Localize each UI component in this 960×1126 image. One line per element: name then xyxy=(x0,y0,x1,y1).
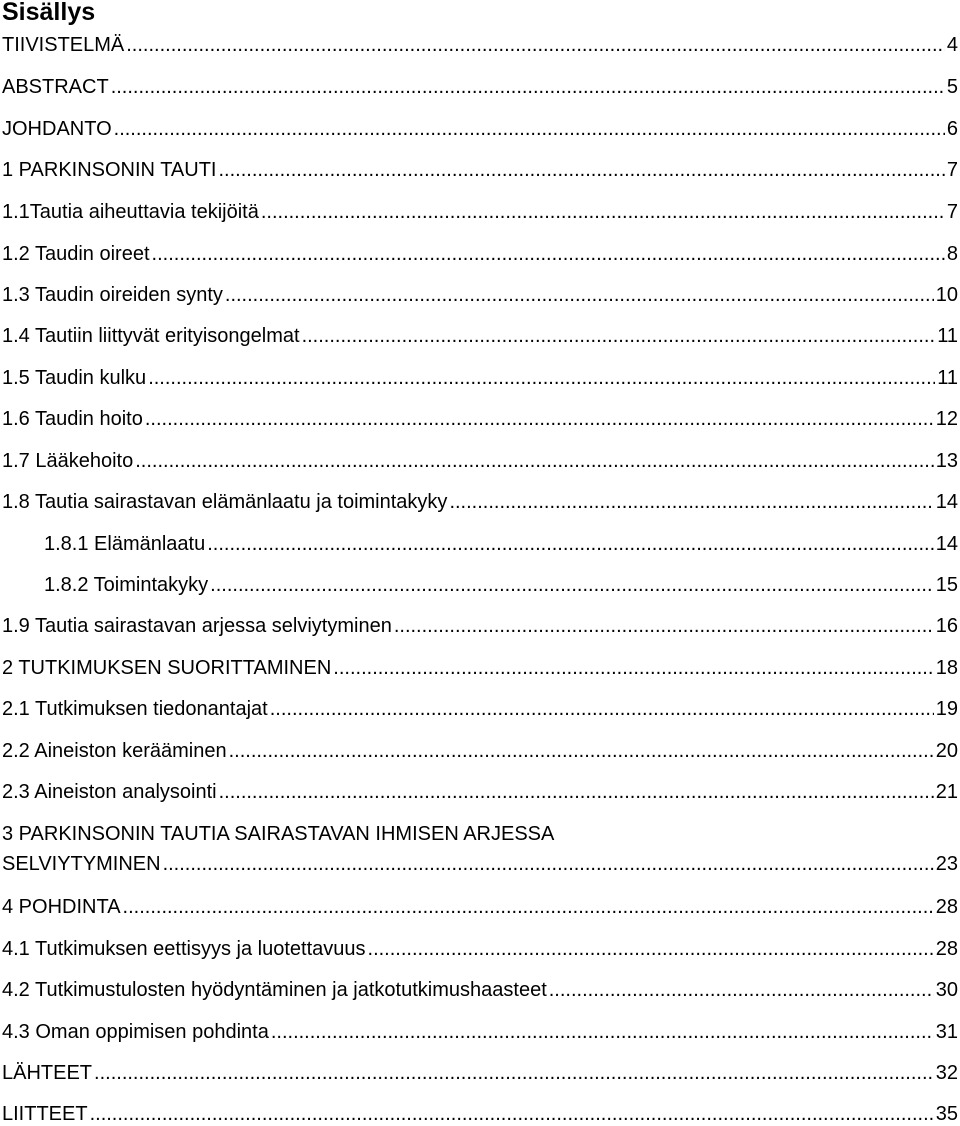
toc-entry-label: TIIVISTELMÄ xyxy=(2,34,125,56)
toc-entry-page: 4 xyxy=(946,34,958,56)
toc-entry-page: 14 xyxy=(935,491,958,513)
toc-entry-page: 14 xyxy=(935,533,958,555)
toc-entry-label: LÄHTEET xyxy=(2,1062,93,1084)
leader-dots xyxy=(123,895,934,919)
toc-entry-2-2[interactable] xyxy=(2,739,958,763)
toc-entry-abstract[interactable] xyxy=(2,75,958,99)
toc-entry-label: 1.5 Taudin kulku xyxy=(2,367,147,389)
toc-entry-label: 1.9 Tautia sairastavan arjessa selviytyminen xyxy=(2,615,392,637)
toc-entry-2-3[interactable] xyxy=(2,780,958,804)
leader-dots xyxy=(229,739,934,763)
toc-entry-label: 4 POHDINTA xyxy=(2,896,121,918)
toc-entry-2[interactable] xyxy=(2,656,958,680)
leader-dots xyxy=(261,200,945,224)
toc-entry-lahteet[interactable] xyxy=(2,1061,958,1085)
toc-entry-label: 2.2 Aineiston kerääminen xyxy=(2,740,227,762)
toc-entry-label: 1.8 Tautia sairastavan elämänlaatu ja toimintakyky xyxy=(2,491,448,513)
toc-entry-tiivistelma[interactable] xyxy=(2,33,958,57)
toc-entry-page: 6 xyxy=(946,118,958,140)
toc-entry-label: 1.8.1 Elämänlaatu xyxy=(44,533,206,555)
toc-entry-page: 19 xyxy=(935,698,958,720)
leader-dots xyxy=(271,1020,934,1044)
toc-entry-1-6[interactable] xyxy=(2,407,958,431)
toc-entry-page: 11 xyxy=(937,325,958,347)
toc-entry-1-8-1[interactable] xyxy=(44,532,958,556)
toc-entry-page: 8 xyxy=(946,243,958,265)
leader-dots xyxy=(394,614,934,638)
leader-dots xyxy=(302,324,936,348)
toc-entry-1-1[interactable] xyxy=(2,200,958,224)
toc-entry-4-2[interactable] xyxy=(2,978,958,1002)
toc-entry-page: 7 xyxy=(946,159,958,181)
toc-entry-label: LIITTEET xyxy=(2,1103,88,1125)
toc-entry-1-5[interactable] xyxy=(2,366,958,390)
toc-entry-label: 1.7 Lääkehoito xyxy=(2,450,134,472)
toc-entry-page: 7 xyxy=(946,201,958,223)
leader-dots xyxy=(145,407,934,431)
toc-entry-page: 13 xyxy=(935,450,958,472)
leader-dots xyxy=(114,117,945,141)
toc-entry-johdanto[interactable] xyxy=(2,117,958,141)
toc-entry-label: ABSTRACT xyxy=(2,76,109,98)
leader-dots xyxy=(152,242,945,266)
toc-entry-3[interactable] xyxy=(2,852,958,876)
toc-entry-label: 2.1 Tutkimuksen tiedonantajat xyxy=(2,698,268,720)
toc-entry-1-7[interactable] xyxy=(2,449,958,473)
leader-dots xyxy=(218,158,944,182)
toc-entry-3-first-line[interactable]: 3 PARKINSONIN TAUTIA SAIRASTAVAN IHMISEN ARJESSA xyxy=(2,823,555,845)
toc-entry-page: 28 xyxy=(935,896,958,918)
toc-entry-page: 31 xyxy=(935,1021,958,1043)
toc-entry-page: 23 xyxy=(935,853,958,875)
toc-entry-liitteet[interactable] xyxy=(2,1102,958,1126)
toc-entry-1-3[interactable] xyxy=(2,283,958,307)
leader-dots xyxy=(449,490,933,514)
toc-entry-label: 1.6 Taudin hoito xyxy=(2,408,143,430)
leader-dots xyxy=(148,366,935,390)
leader-dots xyxy=(270,697,934,721)
toc-entry-page: 10 xyxy=(935,284,958,306)
toc-entry-page: 35 xyxy=(935,1103,958,1125)
leader-dots xyxy=(163,852,934,876)
toc-entry-1-8-2[interactable] xyxy=(44,573,958,597)
toc-entry-label: 4.3 Oman oppimisen pohdinta xyxy=(2,1021,269,1043)
toc-entry-2-1[interactable] xyxy=(2,697,958,721)
leader-dots xyxy=(210,573,934,597)
toc-heading: Sisällys xyxy=(2,0,96,26)
toc-entry-label: 1.1Tautia aiheuttavia tekijöitä xyxy=(2,201,259,223)
toc-entry-label: 2.3 Aineiston analysointi xyxy=(2,781,217,803)
leader-dots xyxy=(135,449,934,473)
leader-dots xyxy=(111,75,945,99)
leader-dots xyxy=(94,1061,934,1085)
toc-entry-1-8[interactable] xyxy=(2,490,958,514)
toc-entry-label: 1.8.2 Toimintakyky xyxy=(44,574,209,596)
leader-dots xyxy=(225,283,934,307)
toc-entry-page: 11 xyxy=(937,367,958,389)
toc-entry-label: 1.2 Taudin oireet xyxy=(2,243,150,265)
toc-entry-label: 1.3 Taudin oireiden synty xyxy=(2,284,223,306)
toc-entry-page: 28 xyxy=(935,938,958,960)
toc-entry-label: JOHDANTO xyxy=(2,118,112,140)
toc-entry-page: 16 xyxy=(935,615,958,637)
leader-dots xyxy=(368,937,934,961)
toc-entry-label: 2 TUTKIMUKSEN SUORITTAMINEN xyxy=(2,657,332,679)
toc-entry-page: 32 xyxy=(935,1062,958,1084)
toc-entry-label: 4.1 Tutkimuksen eettisyys ja luotettavuus xyxy=(2,938,366,960)
toc-entry-4-3[interactable] xyxy=(2,1020,958,1044)
toc-entry-1-4[interactable] xyxy=(2,324,958,348)
leader-dots xyxy=(90,1102,934,1126)
toc-entry-label: SELVIYTYMINEN xyxy=(2,853,161,875)
toc-entry-4-1[interactable] xyxy=(2,937,958,961)
leader-dots xyxy=(219,780,934,804)
leader-dots xyxy=(126,33,945,57)
toc-entry-4[interactable] xyxy=(2,895,958,919)
toc-entry-1[interactable] xyxy=(2,158,958,182)
toc-entry-page: 12 xyxy=(935,408,958,430)
toc-entry-1-2[interactable] xyxy=(2,242,958,266)
toc-entry-page: 15 xyxy=(935,574,958,596)
toc-entry-label: 4.2 Tutkimustulosten hyödyntäminen ja jatkotutkimushaasteet xyxy=(2,979,547,1001)
leader-dots xyxy=(207,532,934,556)
toc-entry-page: 30 xyxy=(935,979,958,1001)
leader-dots xyxy=(549,978,934,1002)
toc-entry-page: 21 xyxy=(935,781,958,803)
leader-dots xyxy=(333,656,933,680)
toc-entry-label: 1.4 Tautiin liittyvät erityisongelmat xyxy=(2,325,300,347)
toc-entry-label: 1 PARKINSONIN TAUTI xyxy=(2,159,217,181)
toc-entry-page: 20 xyxy=(935,740,958,762)
toc-entry-page: 18 xyxy=(935,657,958,679)
toc-entry-page: 5 xyxy=(946,76,958,98)
toc-entry-1-9[interactable] xyxy=(2,614,958,638)
